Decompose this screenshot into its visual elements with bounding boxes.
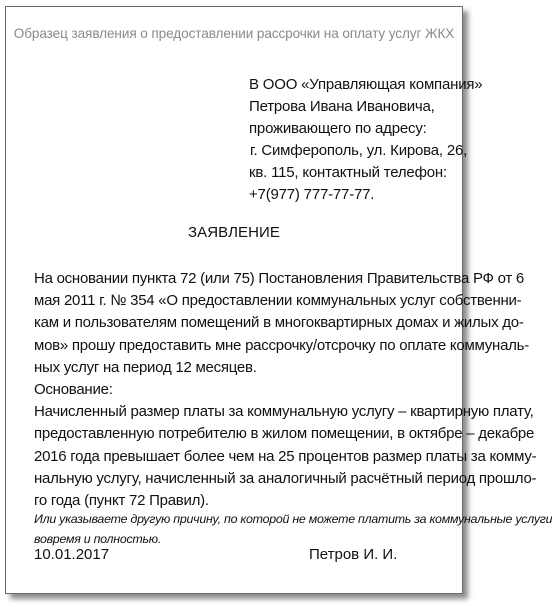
statement-title: ЗАЯВЛЕНИЕ bbox=[187, 224, 281, 241]
body-line: На основании пункта 72 (или 75) Постановления Правительства РФ от 6 bbox=[34, 270, 525, 287]
body-line: 2016 года превышает более чем на 25 процентов размер платы за комму- bbox=[34, 447, 537, 465]
addressee-line: В ООО «Управляющая компания» bbox=[249, 76, 483, 93]
addressee-line: кв. 115, контактный телефон: bbox=[249, 164, 447, 181]
addressee-line: +7(977) 777-77-77. bbox=[249, 186, 375, 203]
document-sheet bbox=[5, 6, 552, 594]
body-line: го года (пункт 72 Правил). bbox=[34, 492, 209, 510]
italic-note bbox=[34, 509, 552, 549]
body-line: мов» прошу предоставить мне рассрочку/отсрочку по оплате коммуналь- bbox=[34, 336, 529, 354]
body-line: ных услуг на период 12 месяцев. bbox=[34, 358, 257, 376]
body-line: мая 2011 г. № 354 «О предоставлении коммунальных услуг собственни- bbox=[34, 292, 522, 310]
statement-body bbox=[34, 268, 537, 512]
addressee-block bbox=[249, 74, 482, 206]
addressee-line: г. Симферополь, ул. Кирова, 26, bbox=[250, 142, 468, 159]
body-line: Начисленный размер платы за коммунальную услугу – квартирную плату, bbox=[34, 403, 534, 421]
addressee-line: проживающего по адресу: bbox=[249, 120, 427, 137]
note-line: вовремя и полностью. bbox=[34, 532, 162, 546]
signature-name: Петров И. И. bbox=[309, 546, 398, 563]
body-line: предоставленную потребителю в жилом помещении, в октябре – декабре bbox=[34, 425, 535, 443]
note-line: Или указываете другую причину, по которой не можете платить за коммунальные услуги bbox=[34, 512, 552, 526]
body-line: нальную услугу, начисленный за аналогичный расчётный период прошло- bbox=[34, 469, 537, 487]
body-line: Основание: bbox=[34, 381, 113, 399]
document-heading: Образец заявления о предоставлении рассрочки на оплату услуг ЖКХ bbox=[13, 26, 455, 41]
statement-date: 10.01.2017 bbox=[34, 546, 110, 563]
addressee-line: Петрова Ивана Ивановича, bbox=[249, 98, 435, 115]
body-line: кам и пользователям помещений в многоквартирных домах и жилых до- bbox=[34, 314, 524, 332]
